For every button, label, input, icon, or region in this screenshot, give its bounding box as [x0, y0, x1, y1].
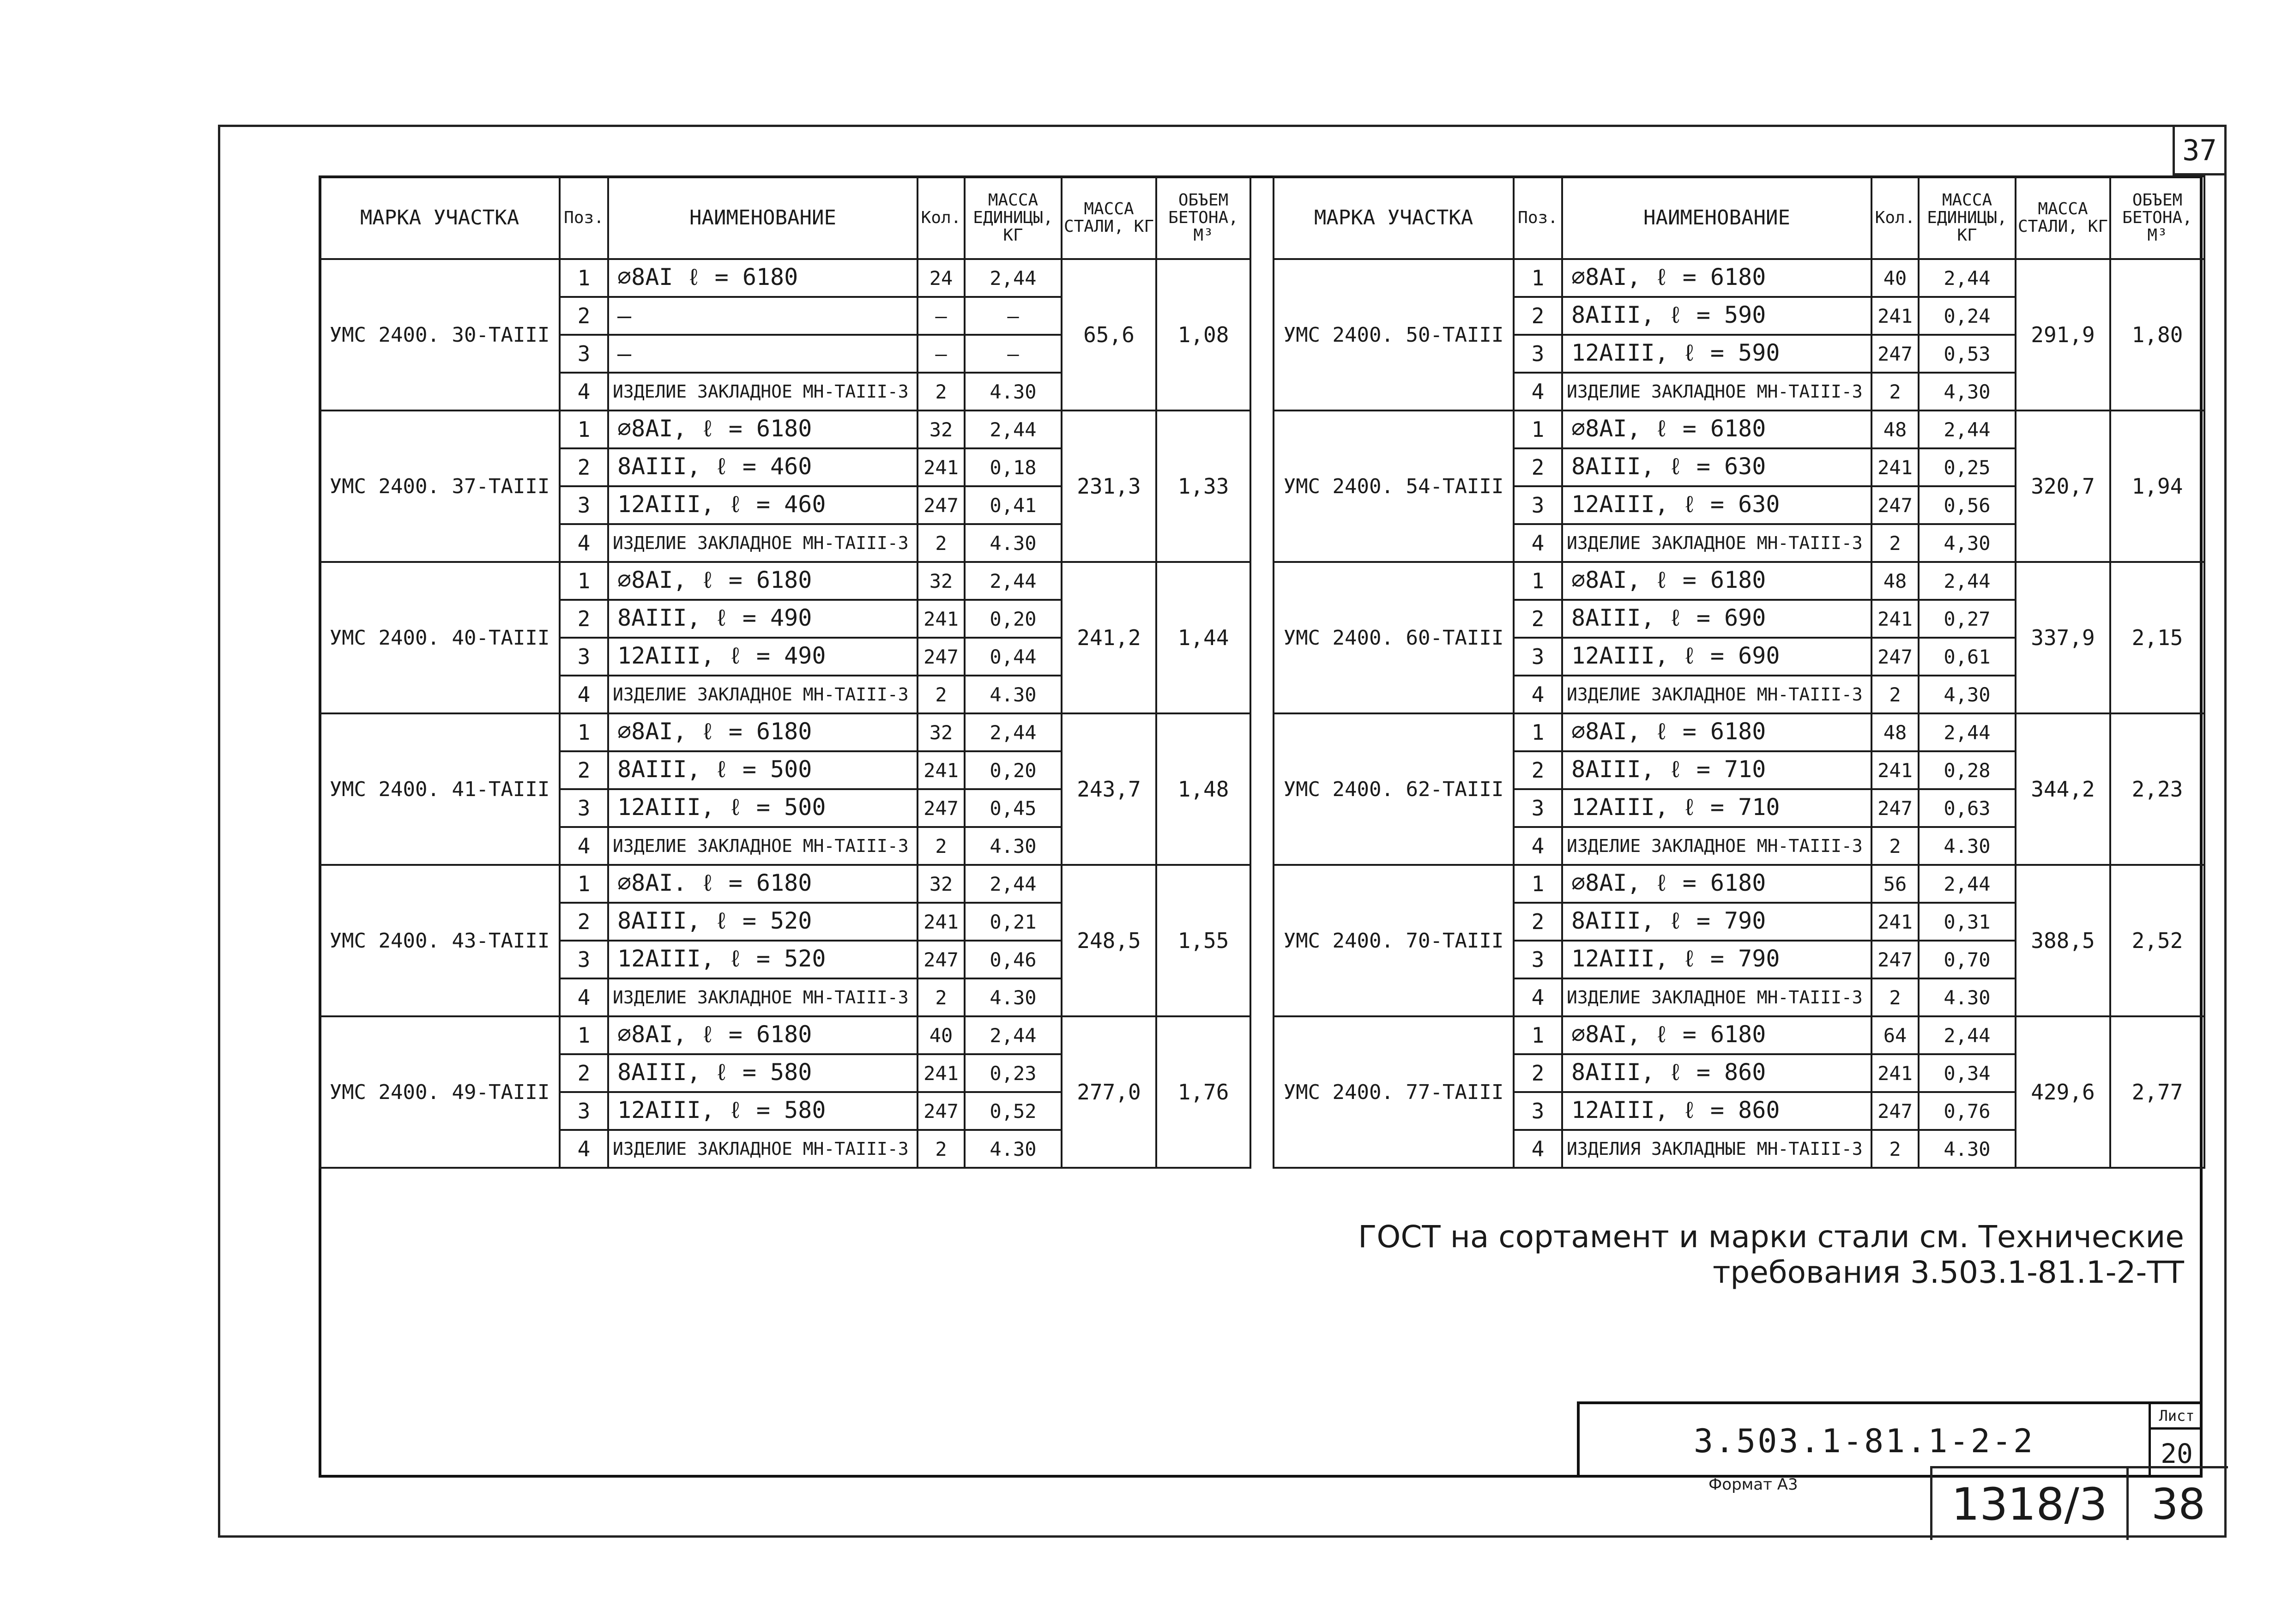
name-cell: 12AIII, ℓ = 490 [608, 638, 918, 676]
qty-cell: 24 [918, 259, 965, 297]
mark-cell: УМС 2400. 50-ТАIII [1274, 259, 1514, 411]
unit-mass-cell: 0,24 [1919, 297, 2016, 335]
name-cell: 8AIII, ℓ = 710 [1562, 751, 1871, 789]
unit-mass-cell: 4.30 [1919, 1130, 2016, 1168]
unit-mass-cell: 0,76 [1919, 1092, 2016, 1130]
name-cell: ИЗДЕЛИЕ ЗАКЛАДНОЕ МН-ТАIII-3 [1562, 978, 1871, 1016]
qty-cell: — [918, 297, 965, 335]
pos-cell: 4 [1514, 978, 1562, 1016]
archive-page: 38 [2126, 1468, 2228, 1540]
header-unit-mass: МАССА ЕДИНИЦЫ, КГ [965, 176, 1062, 259]
table-row [320, 713, 1250, 751]
pos-cell: 4 [1514, 827, 1562, 865]
table-row [320, 1016, 1250, 1054]
qty-cell: 48 [1871, 562, 1919, 600]
unit-mass-cell: 0,44 [965, 638, 1062, 676]
pos-cell: 4 [560, 676, 608, 713]
qty-cell: 241 [918, 903, 965, 941]
unit-mass-cell: 2,44 [1919, 865, 2016, 903]
steel-mass-cell: 320,7 [2016, 411, 2110, 562]
qty-cell: 247 [918, 638, 965, 676]
qty-cell: 2 [918, 978, 965, 1016]
qty-cell: 2 [918, 524, 965, 562]
pos-cell: 3 [560, 638, 608, 676]
table-header-row [320, 176, 1250, 259]
unit-mass-cell: 0,28 [1919, 751, 2016, 789]
qty-cell: 247 [1871, 486, 1919, 524]
qty-cell: 247 [1871, 941, 1919, 978]
concrete-volume-cell: 1,33 [1156, 411, 1250, 562]
name-cell: 12AIII, ℓ = 580 [608, 1092, 918, 1130]
qty-cell: 247 [1871, 638, 1919, 676]
unit-mass-cell: 0,61 [1919, 638, 2016, 676]
qty-cell: 2 [918, 676, 965, 713]
name-cell: ⌀8AI, ℓ = 6180 [608, 562, 918, 600]
unit-mass-cell: 0,63 [1919, 789, 2016, 827]
qty-cell: — [918, 335, 965, 373]
name-cell: 8AIII, ℓ = 580 [608, 1054, 918, 1092]
header-concrete-volume: ОБЪЕМ БЕТОНА, М³ [2110, 176, 2204, 259]
header-qty: Кол. [918, 176, 965, 259]
pos-cell: 3 [1514, 638, 1562, 676]
steel-mass-cell: 344,2 [2016, 713, 2110, 865]
unit-mass-cell: 2,44 [965, 713, 1062, 751]
unit-mass-cell: 2,44 [1919, 1016, 2016, 1054]
unit-mass-cell: — [965, 297, 1062, 335]
unit-mass-cell: 0,70 [1919, 941, 2016, 978]
pos-cell: 1 [560, 865, 608, 903]
name-cell: ⌀8AI, ℓ = 6180 [608, 411, 918, 448]
unit-mass-cell: 0,18 [965, 448, 1062, 486]
pos-cell: 2 [1514, 751, 1562, 789]
name-cell: ⌀8AI, ℓ = 6180 [1562, 411, 1871, 448]
concrete-volume-cell: 2,23 [2110, 713, 2204, 865]
concrete-volume-cell: 1,44 [1156, 562, 1250, 713]
qty-cell: 2 [1871, 373, 1919, 411]
table-row [1274, 713, 2204, 751]
pos-cell: 4 [560, 978, 608, 1016]
name-cell: 12AIII, ℓ = 630 [1562, 486, 1871, 524]
table-row [1274, 259, 2204, 297]
pos-cell: 2 [560, 448, 608, 486]
name-cell: 8AIII, ℓ = 860 [1562, 1054, 1871, 1092]
steel-mass-cell: 248,5 [1062, 865, 1156, 1016]
table-row [320, 865, 1250, 903]
table-header-row [1274, 176, 2204, 259]
unit-mass-cell: 4.30 [965, 676, 1062, 713]
concrete-volume-cell: 1,94 [2110, 411, 2204, 562]
pos-cell: 1 [560, 713, 608, 751]
name-cell: 8AIII, ℓ = 630 [1562, 448, 1871, 486]
qty-cell: 241 [1871, 751, 1919, 789]
table-row [320, 259, 1250, 297]
pos-cell: 3 [560, 1092, 608, 1130]
sheet-label: Лист [2151, 1404, 2203, 1430]
unit-mass-cell: 4,30 [1919, 524, 2016, 562]
steel-mass-cell: 277,0 [1062, 1016, 1156, 1168]
name-cell: ИЗДЕЛИЕ ЗАКЛАДНОЕ МН-ТАIII-3 [608, 1130, 918, 1168]
steel-mass-cell: 291,9 [2016, 259, 2110, 411]
mark-cell: УМС 2400. 70-ТАIII [1274, 865, 1514, 1016]
qty-cell: 247 [918, 789, 965, 827]
pos-cell: 4 [560, 373, 608, 411]
table-row [1274, 865, 2204, 903]
archive-block [1930, 1466, 2228, 1540]
pos-cell: 2 [1514, 600, 1562, 638]
format-label: Формат А3 [1708, 1475, 1798, 1494]
unit-mass-cell: 2,44 [1919, 713, 2016, 751]
name-cell: 12AIII, ℓ = 590 [1562, 335, 1871, 373]
name-cell: 12AIII, ℓ = 860 [1562, 1092, 1871, 1130]
pos-cell: 2 [1514, 297, 1562, 335]
concrete-volume-cell: 2,77 [2110, 1016, 2204, 1168]
qty-cell: 241 [918, 448, 965, 486]
concrete-volume-cell: 1,80 [2110, 259, 2204, 411]
header-concrete-volume: ОБЪЕМ БЕТОНА, М³ [1156, 176, 1250, 259]
qty-cell: 247 [918, 486, 965, 524]
qty-cell: 247 [1871, 1092, 1919, 1130]
qty-cell: 2 [918, 373, 965, 411]
spec-table-right [1273, 175, 2205, 1169]
name-cell: ИЗДЕЛИЕ ЗАКЛАДНОЕ МН-ТАIII-3 [608, 373, 918, 411]
concrete-volume-cell: 1,55 [1156, 865, 1250, 1016]
header-mark: МАРКА УЧАСТКА [1274, 176, 1514, 259]
unit-mass-cell: 4.30 [965, 1130, 1062, 1168]
qty-cell: 32 [918, 865, 965, 903]
unit-mass-cell: 0,41 [965, 486, 1062, 524]
pos-cell: 2 [1514, 903, 1562, 941]
pos-cell: 4 [1514, 1130, 1562, 1168]
qty-cell: 241 [918, 1054, 965, 1092]
qty-cell: 241 [1871, 1054, 1919, 1092]
pos-cell: 3 [560, 335, 608, 373]
table-row [1274, 562, 2204, 600]
header-name: НАИМЕНОВАНИЕ [608, 176, 918, 259]
pos-cell: 1 [1514, 865, 1562, 903]
name-cell: 8AIII, ℓ = 790 [1562, 903, 1871, 941]
pos-cell: 3 [1514, 941, 1562, 978]
steel-mass-cell: 243,7 [1062, 713, 1156, 865]
name-cell: — [608, 335, 918, 373]
name-cell: ⌀8AI ℓ = 6180 [608, 259, 918, 297]
pos-cell: 3 [560, 941, 608, 978]
qty-cell: 241 [1871, 600, 1919, 638]
name-cell: ⌀8AI, ℓ = 6180 [1562, 1016, 1871, 1054]
steel-mass-cell: 65,6 [1062, 259, 1156, 411]
qty-cell: 2 [1871, 1130, 1919, 1168]
qty-cell: 2 [918, 1130, 965, 1168]
name-cell: ИЗДЕЛИЕ ЗАКЛАДНОЕ МН-ТАIII-3 [1562, 676, 1871, 713]
mark-cell: УМС 2400. 37-ТАIII [320, 411, 560, 562]
name-cell: ⌀8AI, ℓ = 6180 [1562, 865, 1871, 903]
qty-cell: 32 [918, 562, 965, 600]
unit-mass-cell: 2,44 [965, 1016, 1062, 1054]
name-cell: ИЗДЕЛИЕ ЗАКЛАДНОЕ МН-ТАIII-3 [608, 827, 918, 865]
pos-cell: 2 [1514, 448, 1562, 486]
mark-cell: УМС 2400. 40-ТАIII [320, 562, 560, 713]
qty-cell: 241 [918, 751, 965, 789]
name-cell: ⌀8AI, ℓ = 6180 [1562, 713, 1871, 751]
unit-mass-cell: 4.30 [965, 827, 1062, 865]
pos-cell: 3 [1514, 335, 1562, 373]
unit-mass-cell: 2,44 [1919, 411, 2016, 448]
mark-cell: УМС 2400. 41-ТАIII [320, 713, 560, 865]
pos-cell: 1 [1514, 1016, 1562, 1054]
table-row [320, 411, 1250, 448]
unit-mass-cell: 0,27 [1919, 600, 2016, 638]
steel-mass-cell: 429,6 [2016, 1016, 2110, 1168]
pos-cell: 1 [1514, 411, 1562, 448]
name-cell: ⌀8AI, ℓ = 6180 [1562, 259, 1871, 297]
qty-cell: 241 [1871, 903, 1919, 941]
pos-cell: 1 [1514, 713, 1562, 751]
pos-cell: 1 [560, 411, 608, 448]
pos-cell: 1 [560, 562, 608, 600]
pos-cell: 1 [1514, 562, 1562, 600]
qty-cell: 241 [1871, 297, 1919, 335]
unit-mass-cell: 4.30 [965, 524, 1062, 562]
qty-cell: 48 [1871, 411, 1919, 448]
header-name: НАИМЕНОВАНИЕ [1562, 176, 1871, 259]
qty-cell: 247 [1871, 335, 1919, 373]
name-cell: ⌀8AI, ℓ = 6180 [608, 1016, 918, 1054]
name-cell: 12AIII, ℓ = 460 [608, 486, 918, 524]
unit-mass-cell: 0,20 [965, 600, 1062, 638]
header-unit-mass: МАССА ЕДИНИЦЫ, КГ [1919, 176, 2016, 259]
mark-cell: УМС 2400. 77-ТАIII [1274, 1016, 1514, 1168]
header-qty: Кол. [1871, 176, 1919, 259]
mark-cell: УМС 2400. 62-ТАIII [1274, 713, 1514, 865]
qty-cell: 247 [918, 941, 965, 978]
unit-mass-cell: 0,53 [1919, 335, 2016, 373]
gost-note: ГОСТ на сортамент и марки стали см. Технические требования 3.503.1-81.1-2-ТТ [1358, 1219, 2184, 1290]
pos-cell: 3 [1514, 1092, 1562, 1130]
unit-mass-cell: 0,52 [965, 1092, 1062, 1130]
pos-cell: 3 [1514, 789, 1562, 827]
unit-mass-cell: 0,45 [965, 789, 1062, 827]
pos-cell: 1 [560, 1016, 608, 1054]
steel-mass-cell: 231,3 [1062, 411, 1156, 562]
steel-mass-cell: 337,9 [2016, 562, 2110, 713]
pos-cell: 3 [560, 486, 608, 524]
unit-mass-cell: 2,44 [1919, 562, 2016, 600]
name-cell: ⌀8AI, ℓ = 6180 [608, 713, 918, 751]
name-cell: 12AIII, ℓ = 710 [1562, 789, 1871, 827]
name-cell: 8AIII, ℓ = 520 [608, 903, 918, 941]
qty-cell: 241 [918, 600, 965, 638]
pos-cell: 4 [1514, 524, 1562, 562]
unit-mass-cell: 2,44 [965, 259, 1062, 297]
unit-mass-cell: 4.30 [1919, 978, 2016, 1016]
name-cell: ИЗДЕЛИЕ ЗАКЛАДНОЕ МН-ТАIII-3 [1562, 373, 1871, 411]
name-cell: ИЗДЕЛИЕ ЗАКЛАДНОЕ МН-ТАIII-3 [608, 978, 918, 1016]
unit-mass-cell: 2,44 [965, 562, 1062, 600]
pos-cell: 2 [560, 751, 608, 789]
qty-cell: 40 [1871, 259, 1919, 297]
concrete-volume-cell: 1,48 [1156, 713, 1250, 865]
concrete-volume-cell: 2,52 [2110, 865, 2204, 1016]
name-cell: 12AIII, ℓ = 500 [608, 789, 918, 827]
name-cell: ИЗДЕЛИЕ ЗАКЛАДНОЕ МН-ТАIII-3 [608, 676, 918, 713]
name-cell: 12AIII, ℓ = 520 [608, 941, 918, 978]
name-cell: ИЗДЕЛИЯ ЗАКЛАДНЫЕ МН-ТАIII-3 [1562, 1130, 1871, 1168]
name-cell: — [608, 297, 918, 335]
table-row [1274, 411, 2204, 448]
document-code: 3.503.1-81.1-2-2 [1693, 1422, 2035, 1460]
name-cell: 8AIII, ℓ = 690 [1562, 600, 1871, 638]
pos-cell: 4 [1514, 676, 1562, 713]
table-row [320, 562, 1250, 600]
pos-cell: 3 [1514, 486, 1562, 524]
qty-cell: 32 [918, 411, 965, 448]
unit-mass-cell: 0,46 [965, 941, 1062, 978]
name-cell: 8AIII, ℓ = 500 [608, 751, 918, 789]
unit-mass-cell: 2,44 [965, 411, 1062, 448]
unit-mass-cell: 4.30 [965, 978, 1062, 1016]
name-cell: 12AIII, ℓ = 790 [1562, 941, 1871, 978]
pos-cell: 1 [560, 259, 608, 297]
name-cell: ⌀8AI, ℓ = 6180 [1562, 562, 1871, 600]
unit-mass-cell: 0,25 [1919, 448, 2016, 486]
pos-cell: 4 [1514, 373, 1562, 411]
sheet-number: 20 [2161, 1438, 2193, 1469]
qty-cell: 2 [1871, 676, 1919, 713]
qty-cell: 241 [1871, 448, 1919, 486]
unit-mass-cell: 4.30 [965, 373, 1062, 411]
pos-cell: 4 [560, 1130, 608, 1168]
pos-cell: 2 [560, 1054, 608, 1092]
unit-mass-cell: 0,31 [1919, 903, 2016, 941]
concrete-volume-cell: 2,15 [2110, 562, 2204, 713]
qty-cell: 32 [918, 713, 965, 751]
qty-cell: 2 [918, 827, 965, 865]
name-cell: 8AIII, ℓ = 490 [608, 600, 918, 638]
qty-cell: 2 [1871, 524, 1919, 562]
pos-cell: 2 [560, 297, 608, 335]
unit-mass-cell: 2,44 [965, 865, 1062, 903]
header-steel-mass: МАССА СТАЛИ, КГ [2016, 176, 2110, 259]
concrete-volume-cell: 1,76 [1156, 1016, 1250, 1168]
qty-cell: 56 [1871, 865, 1919, 903]
unit-mass-cell: 4,30 [1919, 373, 2016, 411]
header-pos: Поз. [560, 176, 608, 259]
steel-mass-cell: 241,2 [1062, 562, 1156, 713]
mark-cell: УМС 2400. 49-ТАIII [320, 1016, 560, 1168]
qty-cell: 64 [1871, 1016, 1919, 1054]
table-row [1274, 1016, 2204, 1054]
unit-mass-cell: 0,23 [965, 1054, 1062, 1092]
top-sheet-number: 37 [2173, 127, 2224, 175]
unit-mass-cell: 0,34 [1919, 1054, 2016, 1092]
name-cell: ИЗДЕЛИЕ ЗАКЛАДНОЕ МН-ТАIII-3 [1562, 827, 1871, 865]
unit-mass-cell: — [965, 335, 1062, 373]
header-steel-mass: МАССА СТАЛИ, КГ [1062, 176, 1156, 259]
name-cell: ИЗДЕЛИЕ ЗАКЛАДНОЕ МН-ТАIII-3 [608, 524, 918, 562]
unit-mass-cell: 4.30 [1919, 827, 2016, 865]
header-pos: Поз. [1514, 176, 1562, 259]
qty-cell: 48 [1871, 713, 1919, 751]
unit-mass-cell: 0,56 [1919, 486, 2016, 524]
unit-mass-cell: 0,20 [965, 751, 1062, 789]
pos-cell: 2 [560, 600, 608, 638]
qty-cell: 2 [1871, 978, 1919, 1016]
pos-cell: 4 [560, 827, 608, 865]
unit-mass-cell: 2,44 [1919, 259, 2016, 297]
unit-mass-cell: 4,30 [1919, 676, 2016, 713]
pos-cell: 2 [1514, 1054, 1562, 1092]
steel-mass-cell: 388,5 [2016, 865, 2110, 1016]
spec-table-left [319, 175, 1251, 1169]
qty-cell: 247 [1871, 789, 1919, 827]
header-mark: МАРКА УЧАСТКА [320, 176, 560, 259]
pos-cell: 2 [560, 903, 608, 941]
name-cell: 8AIII, ℓ = 460 [608, 448, 918, 486]
mark-cell: УМС 2400. 54-ТАIII [1274, 411, 1514, 562]
mark-cell: УМС 2400. 43-ТАIII [320, 865, 560, 1016]
mark-cell: УМС 2400. 60-ТАIII [1274, 562, 1514, 713]
pos-cell: 1 [1514, 259, 1562, 297]
archive-number: 1318/3 [1951, 1478, 2107, 1530]
name-cell: ИЗДЕЛИЕ ЗАКЛАДНОЕ МН-ТАIII-3 [1562, 524, 1871, 562]
name-cell: ⌀8AI. ℓ = 6180 [608, 865, 918, 903]
pos-cell: 4 [560, 524, 608, 562]
unit-mass-cell: 0,21 [965, 903, 1062, 941]
concrete-volume-cell: 1,08 [1156, 259, 1250, 411]
name-cell: 8AIII, ℓ = 590 [1562, 297, 1871, 335]
qty-cell: 40 [918, 1016, 965, 1054]
name-cell: 12AIII, ℓ = 690 [1562, 638, 1871, 676]
pos-cell: 3 [560, 789, 608, 827]
qty-cell: 2 [1871, 827, 1919, 865]
mark-cell: УМС 2400. 30-ТАIII [320, 259, 560, 411]
qty-cell: 247 [918, 1092, 965, 1130]
